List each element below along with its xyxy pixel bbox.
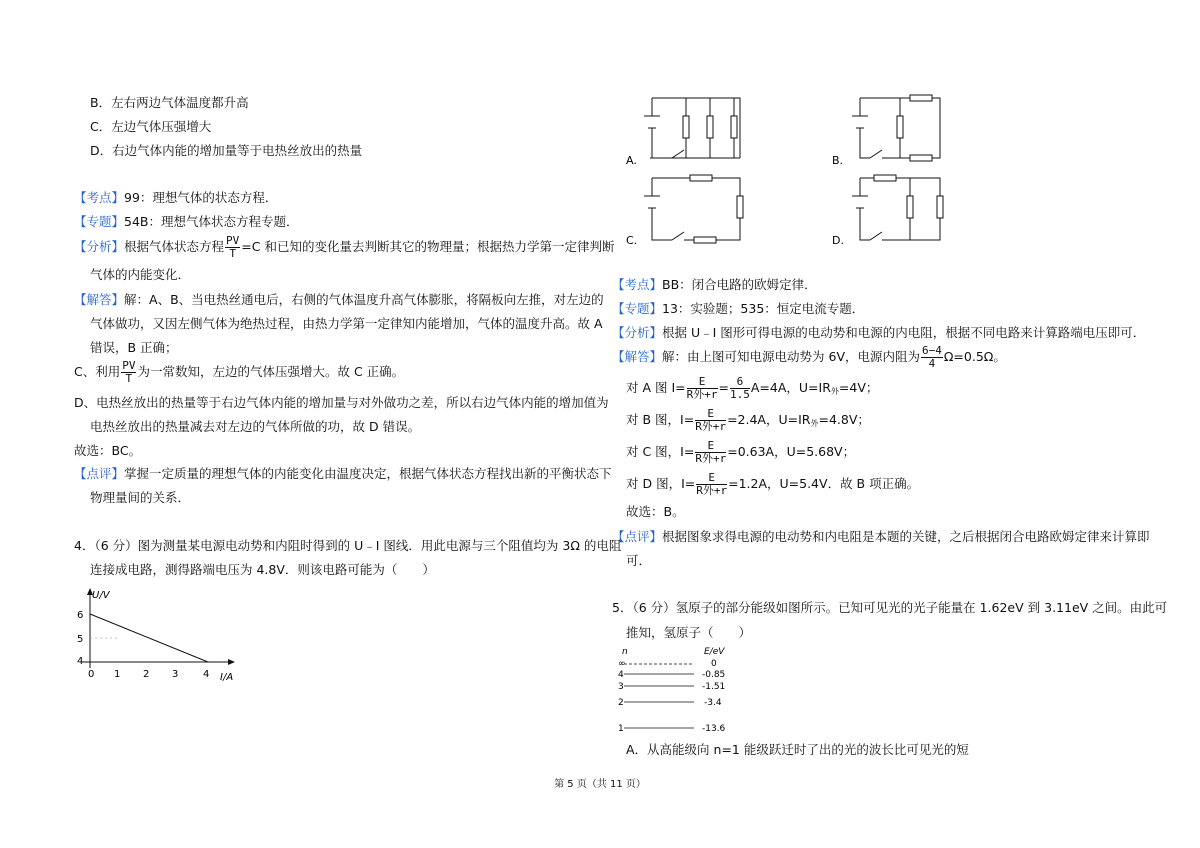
kaodian-tag: 【考点】 <box>74 190 125 205</box>
frac-den: R外+r <box>695 452 727 465</box>
x-axis-arrow <box>228 659 235 665</box>
y-tick-4: 4 <box>77 656 84 667</box>
fenxi-post: =C 和已知的变化量去判断其它的物理量；根据热力学第一定律判断 <box>241 239 615 254</box>
frac-num: 6 <box>730 376 750 389</box>
frac-num: 6−4 <box>922 344 942 357</box>
q4-stem-line2: 连接成电路，测得路端电压为 4.8V．则该电路可能为（ ） <box>90 562 435 577</box>
jieda-line1: 解：A、B、当电热丝通电后，右侧的气体温度升高气体膨胀，将隔板向左推，对左边的 <box>124 292 604 307</box>
kaodian-text: BB：闭合电路的欧姆定律． <box>662 277 817 292</box>
q4-answer: 故选：B。 <box>626 504 685 519</box>
x-axis-label: I/A <box>220 672 234 683</box>
option-d-prev: D．右边气体内能的增加量等于电热丝放出的热量 <box>90 143 363 158</box>
jieda-line2: 气体做功，又因左侧气体为绝热过程，由热力学第一定律知内能增加，气体的温度升高。故 A <box>90 316 603 331</box>
row-d <box>626 470 919 498</box>
fenxi-tag: 【分析】 <box>74 239 125 254</box>
c-pre: C、利用 <box>74 364 121 379</box>
jieda-fraction <box>921 345 943 370</box>
circuit-label-c: C. <box>626 234 638 247</box>
jieda-tag: 【解答】 <box>612 349 663 364</box>
q4-stem-line1: 4．（6 分）图为测量某电源电动势和内阻时得到的 U﹣I 图线．用此电源与三个阻值均为 3Ω 的电阻 <box>74 538 622 553</box>
row-b-pre: 对 B 图，I= <box>626 412 695 427</box>
zhuanti-text: 54B：理想气体状态方程专题． <box>124 214 299 229</box>
c-post: 为一常数知，左边的气体压强增大。故 C 正确。 <box>137 364 405 379</box>
dianping-line2: 物理量间的关系． <box>90 490 191 505</box>
option-b-prev: B．左右两边气体温度都升高 <box>90 95 249 110</box>
frac-den: T <box>229 247 236 260</box>
row-d-frac <box>696 472 727 497</box>
row-c-pre: 对 C 图，I= <box>626 444 695 459</box>
frac-num: PV <box>122 359 136 372</box>
row-a <box>626 374 878 406</box>
x-tick-2: 2 <box>143 669 150 680</box>
n-label: n <box>622 647 628 657</box>
q3-fenxi <box>74 234 614 260</box>
jieda-line3: 错误，B 正确； <box>90 340 178 355</box>
row-c-frac <box>695 440 726 465</box>
row-b-end: =4.8V； <box>818 412 870 427</box>
jieda-pre: 解：由上图可知电源电动势为 6V，电源内阻为 <box>662 349 920 364</box>
fenxi-tag: 【分析】 <box>612 325 663 340</box>
row-b-post: =2.4A，U=IR <box>727 412 811 427</box>
frac-den: 1.5 <box>730 388 750 401</box>
level-n-3: 3 <box>618 682 624 692</box>
frac-den: 4 <box>928 357 936 370</box>
row-b-frac <box>695 408 726 433</box>
dianping-line1: 根据图象求得电源的电动势和内电阻是本题的关键，之后根据闭合电路欧姆定律来计算即 <box>662 529 1150 544</box>
q5-option-a: A．从高能级向 n=1 能级跃迁时了出的光的波长比可见光的短 <box>626 742 969 757</box>
fenxi-line2: 气体的内能变化． <box>90 267 191 282</box>
circuit-label-b: B. <box>832 154 844 167</box>
q3-kaodian <box>74 190 277 206</box>
level-n-1: 1 <box>618 724 624 734</box>
frac-num: E <box>696 472 727 485</box>
row-a-eq: = <box>718 380 729 395</box>
frac-num: E <box>687 376 718 389</box>
kaodian-tag: 【考点】 <box>612 277 663 292</box>
q4-jieda <box>612 344 1006 370</box>
fenxi-pre: 根据气体状态方程 <box>124 239 225 254</box>
level-n-2: 2 <box>618 698 624 708</box>
y-axis-label: U/V <box>92 590 110 601</box>
q3-answer: 故选：BC。 <box>74 443 142 458</box>
q4-zhuanti <box>612 301 864 317</box>
u-i-graph <box>70 586 250 686</box>
x-tick-3: 3 <box>172 669 179 680</box>
circuit-c <box>644 175 743 243</box>
circuit-label-a: A. <box>626 154 637 167</box>
level-n-inf: ∞ <box>618 659 626 669</box>
row-d-pre: 对 D 图，I= <box>626 476 696 491</box>
row-c-post: =0.63A，U=5.68V； <box>727 444 856 459</box>
circuit-a <box>644 98 740 158</box>
q3-dianping <box>74 466 612 482</box>
q4-fenxi <box>612 325 1145 341</box>
level-e-2: -3.4 <box>704 698 722 708</box>
kaodian-text: 99：理想气体的状态方程． <box>124 190 278 205</box>
level-e-1: -13.6 <box>702 724 726 734</box>
q3-c-line <box>74 359 404 385</box>
y-tick-6: 6 <box>77 610 84 621</box>
u-i-line <box>90 614 208 662</box>
dianping-line2: 可． <box>626 553 652 568</box>
row-a-pre: 对 A 图 I= <box>626 380 686 395</box>
x-tick-0: 0 <box>88 669 95 680</box>
circuit-b <box>852 95 940 161</box>
page-footer: 第 5 页（共 11 页） <box>554 779 646 790</box>
fenxi-fraction <box>225 235 240 260</box>
q4-dianping <box>612 529 1150 545</box>
q3-zhuanti <box>74 214 299 230</box>
frac-den: R外+r <box>696 484 728 497</box>
row-a-end: =4V； <box>838 380 879 395</box>
jieda-tag: 【解答】 <box>74 292 125 307</box>
option-c-prev: C．左边气体压强增大 <box>90 119 212 134</box>
circuit-d <box>852 175 943 240</box>
level-n-4: 4 <box>618 670 624 680</box>
q3-jieda <box>74 292 604 308</box>
zhuanti-tag: 【专题】 <box>612 301 663 316</box>
level-e-inf: 0 <box>711 659 717 669</box>
energy-level-diagram <box>618 644 758 736</box>
x-tick-4: 4 <box>203 669 210 680</box>
jieda-post: Ω=0.5Ω。 <box>943 349 1006 364</box>
row-d-post: =1.2A，U=5.4V．故 B 项正确。 <box>728 476 920 491</box>
frac-den: R外+r <box>686 388 718 401</box>
frac-den: R外+r <box>695 420 727 433</box>
d-line1: D、电热丝放出的热量等于右边气体内能的增加量与对外做功之差，所以右边气体内能的增加值为 <box>74 395 609 410</box>
y-tick-5: 5 <box>77 634 84 645</box>
level-e-3: -1.51 <box>702 682 726 692</box>
fenxi-text: 根据 U﹣I 图形可得电源的电动势和电源的内电阻，根据不同电路来计算路端电压即可． <box>662 325 1146 340</box>
c-fraction <box>121 360 136 385</box>
row-a-post: A=4A，U=IR <box>750 380 831 395</box>
frac-num: PV <box>226 234 240 247</box>
frac-num: E <box>695 440 726 453</box>
q4-kaodian <box>612 277 817 293</box>
e-label: E/eV <box>704 647 725 657</box>
level-e-4: -0.85 <box>702 670 726 680</box>
row-a-frac-e <box>687 376 718 401</box>
d-line2: 电热丝放出的热量减去对左边的气体所做的功，故 D 错误。 <box>90 419 421 434</box>
q5-stem-line1: 5．（6 分）氢原子的部分能级如图所示。已知可见光的光子能量在 1.62eV 到 3.11eV 之间。由此可 <box>612 600 1168 615</box>
row-a-sub: 外 <box>830 387 839 396</box>
dianping-tag: 【点评】 <box>612 529 663 544</box>
row-a-frac-num <box>730 376 750 401</box>
dianping-tag: 【点评】 <box>74 466 125 481</box>
zhuanti-text: 13：实验题；535：恒定电流专题． <box>662 301 865 316</box>
dianping-line1: 掌握一定质量的理想气体的内能变化由温度决定，根据气体状态方程找出新的平衡状态下 <box>124 466 612 481</box>
zhuanti-tag: 【专题】 <box>74 214 125 229</box>
row-b-sub: 外 <box>810 419 819 428</box>
circuit-label-d: D. <box>832 234 844 247</box>
q5-stem-line2: 推知，氢原子（ ） <box>626 625 752 640</box>
x-tick-1: 1 <box>114 669 121 680</box>
row-c <box>626 438 855 466</box>
row-b <box>626 406 870 438</box>
circuit-diagrams <box>620 88 960 248</box>
frac-den: T <box>125 372 133 385</box>
frac-num: E <box>695 408 726 421</box>
